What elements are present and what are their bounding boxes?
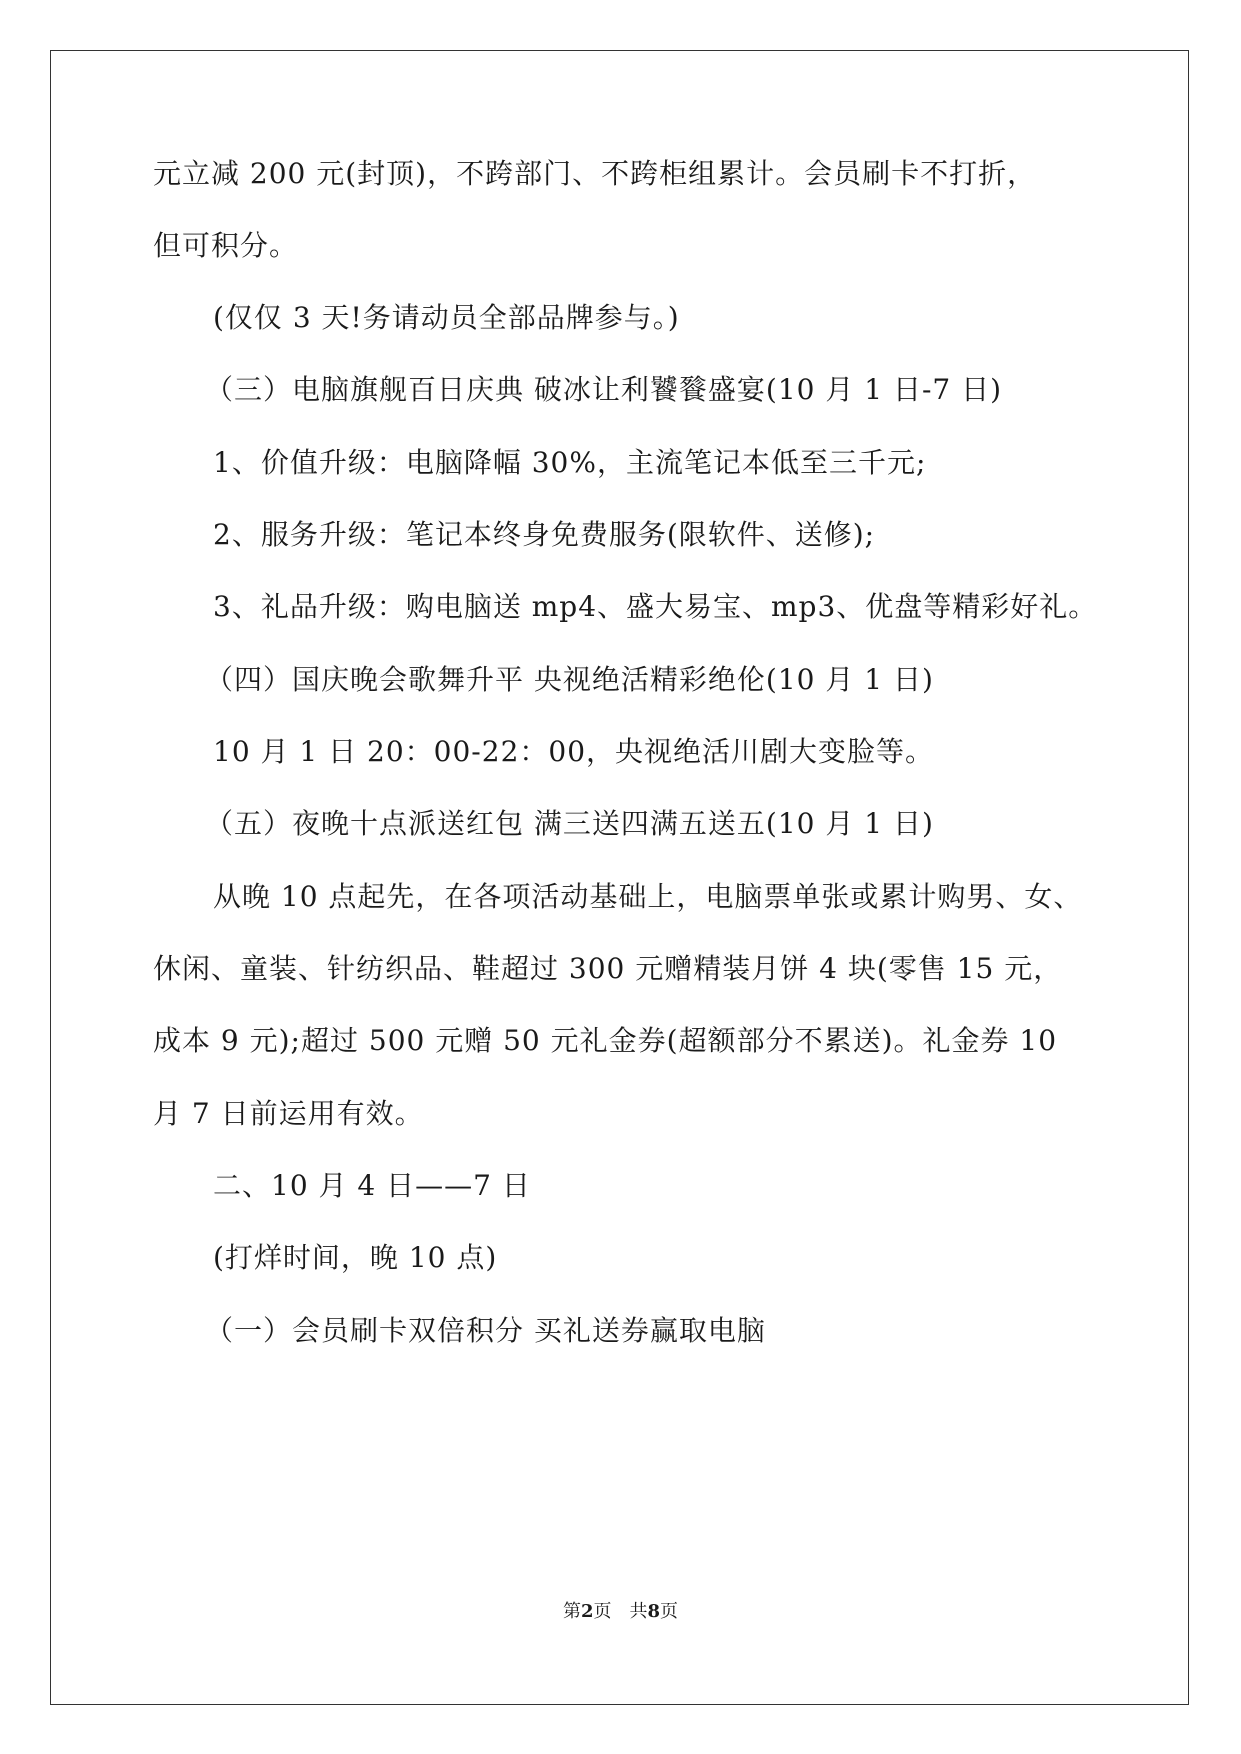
section-heading: （一）会员刷卡双倍积分 买礼送券赢取电脑 <box>205 1314 766 1347</box>
section-heading: （四）国庆晚会歌舞升平 央视绝活精彩绝伦(10 月 1 日) <box>205 663 934 696</box>
section-heading: （三）电脑旗舰百日庆典 破冰让利饕餮盛宴(10 月 1 日-7 日) <box>205 373 1003 406</box>
paragraph-line: 休闲、童装、针纺织品、鞋超过 300 元赠精装月饼 4 块(零售 15 元， <box>153 952 1063 985</box>
section-heading: （五）夜晚十点派送红包 满三送四满五送五(10 月 1 日) <box>205 807 934 840</box>
paragraph-line: (仅仅 3 天!务请动员全部品牌参与。) <box>213 301 680 334</box>
paragraph-line: 成本 9 元);超过 500 元赠 50 元礼金券(超额部分不累送)。礼金券 10 <box>153 1024 1058 1057</box>
footer-page-prefix: 第 <box>562 1601 581 1622</box>
paragraph-line: 但可积分。 <box>153 229 299 262</box>
footer-page-number: 2 <box>580 1601 594 1622</box>
footer-page-suffix: 页 <box>660 1601 679 1622</box>
paragraph-line: (打烊时间，晚 10 点) <box>213 1241 498 1274</box>
paragraph-line: 10 月 1 日 20：00-22：00，央视绝活川剧大变脸等。 <box>213 735 935 768</box>
list-item: 2、服务升级：笔记本终身免费服务(限软件、送修); <box>213 518 876 551</box>
section-heading: 二、10 月 4 日——7 日 <box>213 1169 531 1202</box>
paragraph-line: 元立减 200 元(封顶)，不跨部门、不跨柜组累计。会员刷卡不打折， <box>153 157 1037 190</box>
list-item: 1、价值升级：电脑降幅 30%，主流笔记本低至三千元; <box>213 446 927 479</box>
page-footer <box>0 1600 1241 1624</box>
page-border <box>50 50 1189 1705</box>
footer-page-mid: 页 共 <box>593 1601 648 1622</box>
paragraph-line: 月 7 日前运用有效。 <box>153 1097 424 1130</box>
paragraph-line: 从晚 10 点起先，在各项活动基础上，电脑票单张或累计购男、女、 <box>213 880 1083 913</box>
footer-total-pages: 8 <box>647 1601 661 1622</box>
list-item: 3、礼品升级：购电脑送 mp4、盛大易宝、mp3、优盘等精彩好礼。 <box>213 590 1098 623</box>
